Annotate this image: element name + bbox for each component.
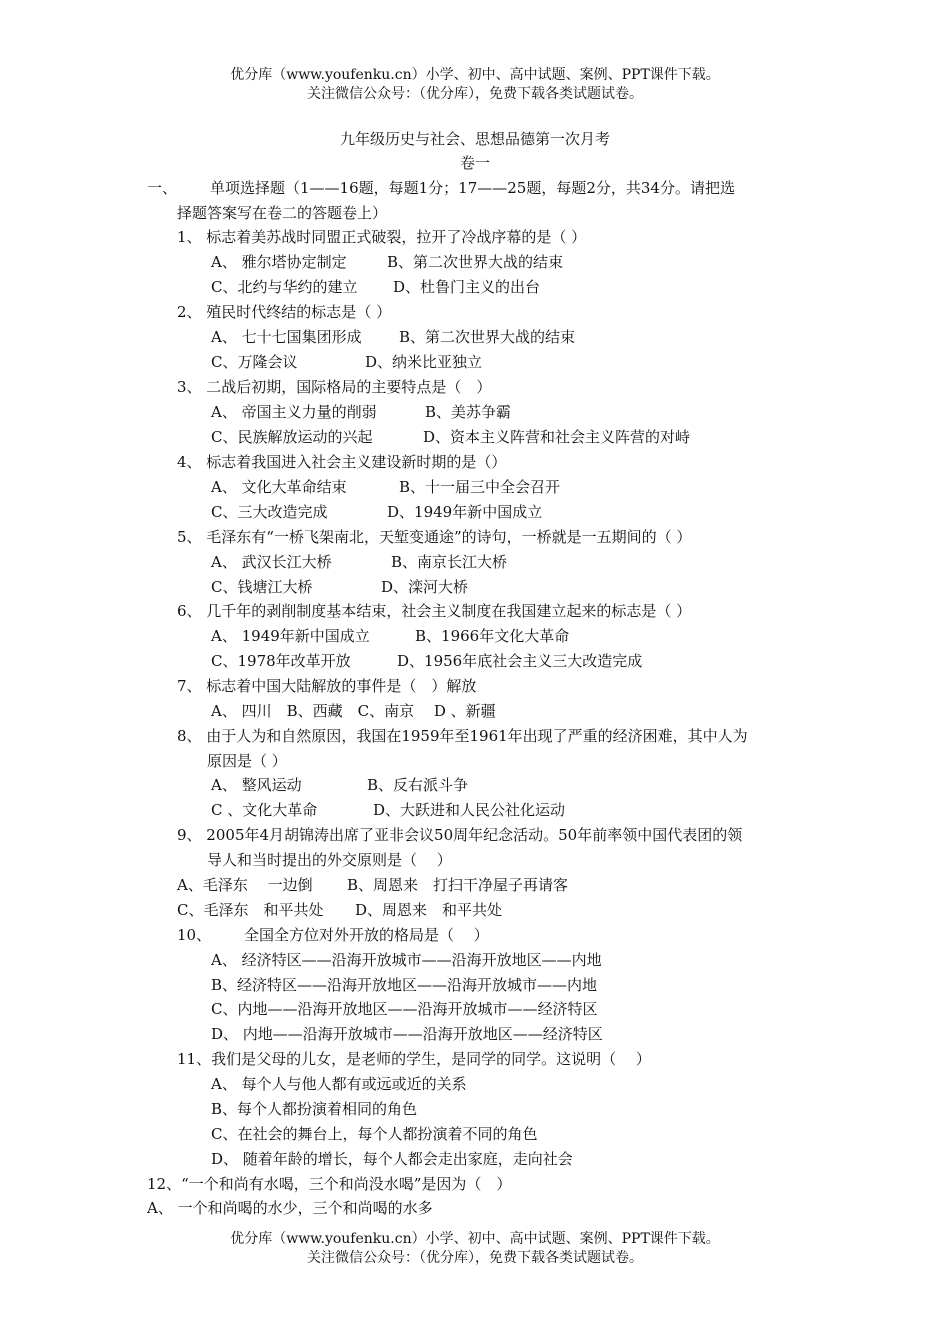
page-footer xyxy=(0,1230,950,1268)
section-instruction-line-2: 择题答案写在卷二的答题卷上） xyxy=(177,204,388,222)
question-2: 2、 殖民时代终结的标志是（ ） xyxy=(177,303,392,321)
option-c: C、民族解放运动的兴起 xyxy=(211,428,373,446)
header-line-2: 关注微信公众号：（优分库），免费下载各类试题试卷。 xyxy=(307,86,643,102)
option-b: B、经济特区——沿海开放地区——沿海开放城市——内地 xyxy=(211,976,598,994)
option-b: B、南京长江大桥 xyxy=(391,553,508,571)
option-d: D、 随着年龄的增长，每个人都会走出家庭，走向社会 xyxy=(211,1150,573,1168)
header-line-1: 优分库（www.youfenku.cn）小学、初中、高中试题、案例、PPT课件下载。 xyxy=(230,67,720,83)
option-row xyxy=(211,577,468,597)
option-c: C、内地——沿海开放地区——沿海开放城市——经济特区 xyxy=(211,1000,598,1018)
option-d: D、资本主义阵营和社会主义阵营的对峙 xyxy=(423,428,691,446)
option-b: B、十一届三中全会召开 xyxy=(399,478,561,496)
option-row xyxy=(211,775,468,795)
option-c: C 、文化大革命 xyxy=(211,801,318,819)
option-row xyxy=(211,252,563,272)
option-row xyxy=(211,552,507,572)
option-c: C、钱塘江大桥 xyxy=(211,578,313,596)
page-header xyxy=(0,66,950,104)
exam-volume: 卷一 xyxy=(459,154,490,172)
option-row xyxy=(177,900,502,920)
option-row xyxy=(211,626,569,646)
option-row xyxy=(211,352,482,372)
option-row xyxy=(211,651,642,671)
question-9-line-2: 导人和当时提出的外交原则是（ ） xyxy=(207,851,452,869)
option-a: A、毛泽东 一边倒 xyxy=(177,876,313,894)
option-row: A、 四川 B、西藏 C、南京 D 、新疆 xyxy=(211,702,496,720)
option-a: A、 1949年新中国成立 xyxy=(211,627,370,645)
option-row xyxy=(211,502,542,522)
option-b: B、每个人都扮演着相同的角色 xyxy=(211,1100,418,1118)
option-b: B、周恩来 打扫干净屋子再请客 xyxy=(347,876,569,894)
option-b: B、反右派斗争 xyxy=(367,776,469,794)
option-row xyxy=(211,327,575,347)
question-5: 5、 毛泽东有“一桥飞架南北，天堑变通途”的诗句，一桥就是一五期间的（ ） xyxy=(177,528,692,546)
option-row xyxy=(211,477,560,497)
option-b: B、第二次世界大战的结束 xyxy=(399,328,576,346)
option-b: B、美苏争霸 xyxy=(425,403,512,421)
question-11: 11、我们是父母的儿女，是老师的学生，是同学的同学。这说明（ ） xyxy=(177,1050,651,1068)
option-row xyxy=(211,800,565,820)
option-row xyxy=(211,427,690,447)
option-c: C、三大改造完成 xyxy=(211,503,328,521)
option-d: D、大跃进和人民公社化运动 xyxy=(373,801,566,819)
footer-line-1: 优分库（www.youfenku.cn）小学、初中、高中试题、案例、PPT课件下载。 xyxy=(230,1231,720,1247)
option-row xyxy=(211,277,540,297)
option-row xyxy=(177,875,568,895)
option-row xyxy=(211,402,511,422)
option-a: A、 一个和尚喝的水少，三个和尚喝的水多 xyxy=(147,1199,433,1217)
option-b: B、1966年文化大革命 xyxy=(415,627,570,645)
option-a: A、 每个人与他人都有或远或近的关系 xyxy=(211,1075,467,1093)
option-a: A、 帝国主义力量的削弱 xyxy=(211,403,377,421)
option-c: C、万隆会议 xyxy=(211,353,298,371)
question-10-number: 10、 xyxy=(177,926,212,944)
section-number: 一、 xyxy=(147,179,178,197)
option-a: A、 整风运动 xyxy=(211,776,302,794)
question-4: 4、 标志着我国进入社会主义建设新时期的是（） xyxy=(177,453,507,471)
option-d: D、1956年底社会主义三大改造完成 xyxy=(397,652,643,670)
question-12: 12、“一个和尚有水喝，三个和尚没水喝”是因为（ ） xyxy=(147,1175,512,1193)
option-d: D、纳米比亚独立 xyxy=(365,353,483,371)
option-a: A、 武汉长江大桥 xyxy=(211,553,332,571)
option-a: A、 文化大革命结束 xyxy=(211,478,347,496)
question-7: 7、 标志着中国大陆解放的事件是（ ）解放 xyxy=(177,677,477,695)
option-d: D、滦河大桥 xyxy=(381,578,469,596)
option-c: C、毛泽东 和平共处 xyxy=(177,901,324,919)
section-instruction-line-1: 单项选择题（1——16题，每题1分；17——25题，每题2分，共34分。请把选 xyxy=(210,179,735,197)
exam-title: 九年级历史与社会、思想品德第一次月考 xyxy=(339,130,610,148)
option-a: A、 经济特区——沿海开放城市——沿海开放地区——内地 xyxy=(211,951,602,969)
question-8-line-2: 原因是（ ） xyxy=(207,752,287,770)
option-c: C、1978年改革开放 xyxy=(211,652,351,670)
question-8-line-1: 8、 由于人为和自然原因，我国在1959年至1961年出现了严重的经济困难，其中人为 xyxy=(177,727,748,745)
option-c: C、北约与华约的建立 xyxy=(211,278,358,296)
option-d: D、杜鲁门主义的出台 xyxy=(393,278,541,296)
question-3: 3、 二战后初期，国际格局的主要特点是（ ） xyxy=(177,378,492,396)
question-1: 1、 标志着美苏战时同盟正式破裂，拉开了冷战序幕的是（ ） xyxy=(177,228,587,246)
question-6: 6、 几千年的剥削制度基本结束，社会主义制度在我国建立起来的标志是（ ） xyxy=(177,602,692,620)
option-d: D、周恩来 和平共处 xyxy=(355,901,503,919)
option-b: B、第二次世界大战的结束 xyxy=(387,253,564,271)
option-d: D、 内地——沿海开放城市——沿海开放地区——经济特区 xyxy=(211,1025,603,1043)
question-10: 全国全方位对外开放的格局是（ ） xyxy=(244,926,489,944)
option-a: A、 七十七国集团形成 xyxy=(211,328,362,346)
option-d: D、1949年新中国成立 xyxy=(387,503,543,521)
question-9-line-1: 9、 2005年4月胡锦涛出席了亚非会议50周年纪念活动。50年前率领中国代表团的领 xyxy=(177,826,743,844)
option-c: C、在社会的舞台上，每个人都扮演着不同的角色 xyxy=(211,1125,538,1143)
option-a: A、 雅尔塔协定制定 xyxy=(211,253,347,271)
footer-line-2: 关注微信公众号：（优分库），免费下载各类试题试卷。 xyxy=(307,1250,643,1266)
